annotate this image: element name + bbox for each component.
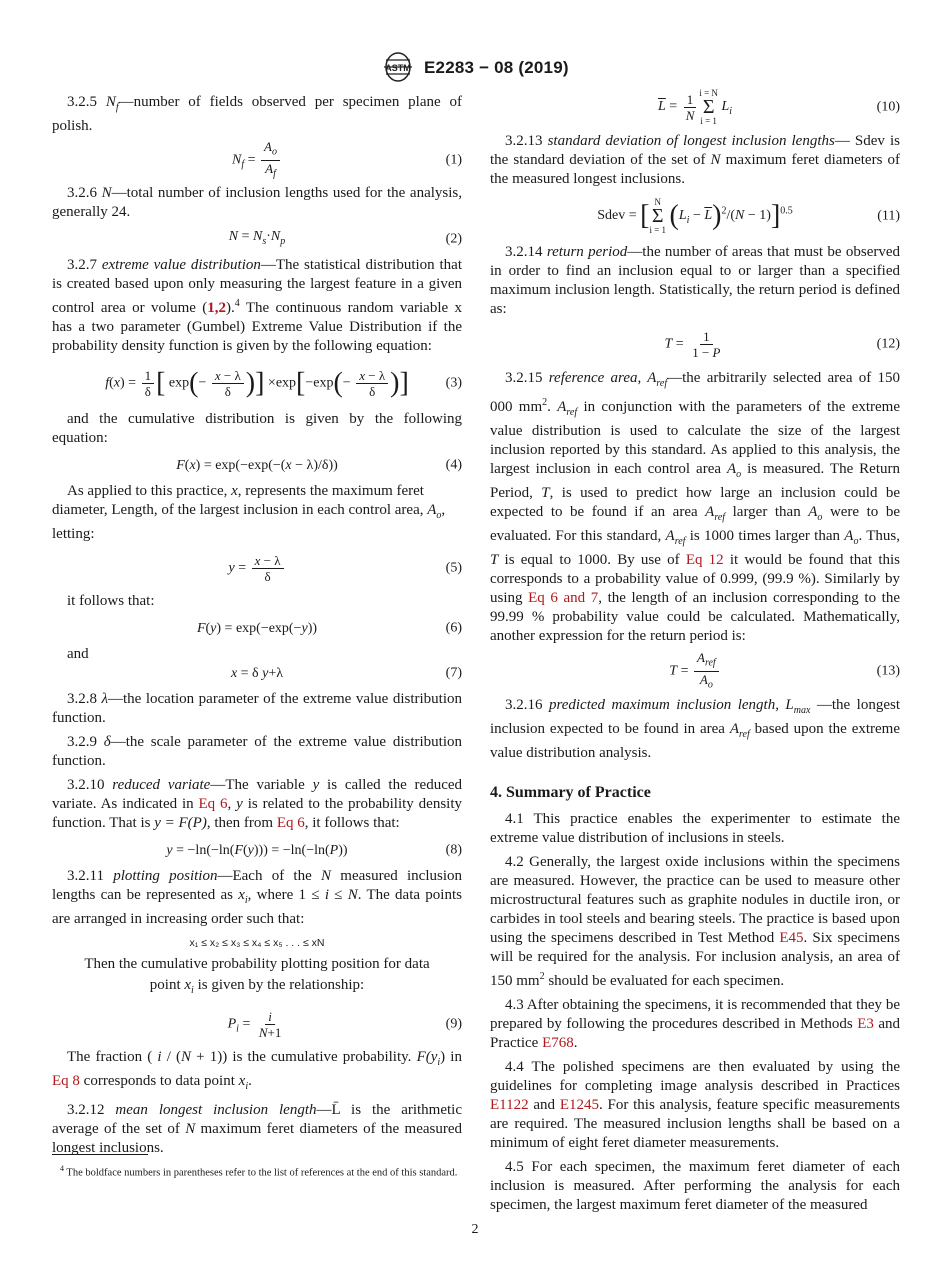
eq-12-link[interactable]: Eq 12	[685, 552, 724, 568]
para-3-2-7: 3.2.7 extreme value distribution—The statistical distribution that is created based upon only measuring the largest feature in a given control area or volume (1,2).$^4$ The continuous random variable x has a two parameter (Gumbel) Extreme Value Distribution if the probability density function is given by the following equation:	[52, 257, 462, 354]
svg-text:ASTM: ASTM	[385, 63, 411, 73]
para-fraction: The fraction ( i / (N + 1)) is the cumulative probability. $F(y_i)$ in Eq 8 corresponds to data point $x_i$.	[52, 1049, 462, 1092]
para-3-2-15: 3.2.15 reference area, $A_{ref}—the$ arbitrarily selected area of 150 000 $mm^2$. $A_{ref}$ in conjunction with the parameters of the extreme value distribution is used to calculate the size of the largest inclusion reported by this standard. As applied to this analysis, the largest inclusion in each control area $A_o$ is measured. The Return Period, T, is used to predict how large an inclusion could be expected to be found if an area $A_{ref}$ larger than $A_o$ were to be evaluated. For this standard, $A_{ref}$ is 1000 times larger than $A_o$. Thus, T is equal to 1000. By use of Eq 12 it would be found that this corresponds to a probability value of 0.999, (99.9 %). Similarly by using Eq 6 and 7, the length of an inclusion corresponding to the 99.99 % probability value could be calculated. Mathematically, another expression for the return period is:	[490, 370, 901, 644]
equation-9: $P_i$ = $\frac{i}{N+1}$ (9)	[227, 1008, 462, 1040]
para-3-2-11: 3.2.11 plotting position—Each of the N measured inclusion lengths can be represented as $x_i$, where 1 ≤ i ≤ N. The data points are arranged in increasing order such that:	[52, 868, 462, 927]
para-then-line2: point $x_i$ is given by the relationship:	[149, 977, 365, 996]
para-3-2-5: 3.2.5 $N_f—number$ of fields observed per specimen plane of polish.	[52, 94, 462, 134]
e1122-link[interactable]: E1122	[490, 1097, 529, 1113]
e45-link[interactable]: E45	[779, 930, 804, 946]
page-number: 2	[471, 1222, 479, 1237]
equation-2: $N = N_s\cdot N_p$ (2)	[228, 229, 462, 247]
para-4-5: 4.5 For each specimen, the maximum feret diameter of each inclusion is measured. After performing the analysis for each specimen, the largest maximum feret diameter of the measured	[490, 1159, 900, 1213]
equation-5: y = $\frac{x - \lambda}{\delta}$ (5)	[228, 552, 462, 584]
section-heading-4: 4. Summary of Practice	[490, 784, 651, 801]
footnote-divider	[52, 1154, 148, 1155]
equation-12: T = $\frac{1}{1 - P}$ (12)	[664, 328, 900, 360]
e1245-link[interactable]: E1245	[559, 1097, 599, 1113]
para-3-2-9: 3.2.9 δ—the scale parameter of the extreme value distribution function.	[52, 734, 462, 769]
eq-8-link[interactable]: Eq 8	[52, 1073, 80, 1089]
footnote: $^4$ The boldface numbers in parentheses refer to the list of references at the end of this standard.	[60, 1164, 458, 1179]
para-3-2-13: 3.2.13 standard deviation of longest inclusion lengths— Sdev is the standard deviation of the set of N maximum feret diameters of the measured longest inclusions.	[490, 133, 901, 187]
equation-6: F(y) = exp(−exp(−y)) (6)	[196, 620, 462, 636]
para-3-2-16: 3.2.16 predicted maximum inclusion length, $L_{max}$ —the longest inclusion expected to be found in area $A_{ref}$ based upon the extreme value distribution analysis.	[490, 697, 900, 761]
para-follows: it follows that:	[67, 593, 155, 609]
right-column	[490, 88, 901, 1220]
para-3-2-10: 3.2.10 reduced variate—The variable y is called the reduced variate. As indicated in Eq 6, y is related to the probability density function. That is y = F(P), then from Eq 6, it follows that:	[52, 777, 463, 831]
eq-6-link[interactable]: Eq 6	[276, 815, 305, 831]
ordered-sequence: x₁ ≤ x₂ ≤ x₃ ≤ x₄ ≤ x₅ . . . ≤ xN	[189, 937, 325, 949]
left-column	[52, 93, 462, 1163]
equation-1: $N_f$ = $\frac{A_o}{A_f}$ (1)	[232, 138, 462, 180]
para-and: and	[67, 646, 89, 662]
equation-3: f(x) = $\frac{1}{\delta}$ [ exp(− $\frac{x - \lambda}{\delta}$ )] ×exp[−exp(− $\frac{x - \lambda}{\delta}$ )] (3)	[105, 367, 462, 399]
e3-link[interactable]: E3	[857, 1016, 874, 1032]
equation-13: T = $\frac{A_{ref}}{A_o}$ (13)	[669, 649, 900, 691]
para-4-4: 4.4 The polished specimens are then evaluated by using the guidelines for completing image analysis described in Practices E1122 and E1245. For this analysis, feature specific measurements are required. The measured inclusion lengths shall be based on a minimum of eight feret diameter measurements.	[490, 1059, 900, 1151]
para-4-2: 4.2 Generally, the largest oxide inclusions within the specimens are measured. However, the practice can be used to measure other microstructural features such as graphite nodules in ductile iron, or carbides in tool steels and bearing steels. The practice is based upon using the specimens described in Test Method E45. Six specimens will be required for the analysis. For inclusion analysis, an area of 150 $mm^2$ should be evaluated for each specimen.	[490, 854, 901, 989]
para-3-2-8: 3.2.8 λ—the location parameter of the extreme value distribution function.	[52, 691, 462, 726]
equation-7: x = δ y+λ (7)	[230, 665, 462, 681]
para-4-1: 4.1 This practice enables the experimenter to estimate the extreme value distribution of inclusions in steels.	[490, 811, 900, 846]
eq-6-and-7-link[interactable]: Eq 6 and 7	[528, 590, 599, 606]
equation-11: Sdev = [ N Σ i = 1 $(L_i - \overline{L})^2/(N - 1)]^{0.5}$ (11)	[597, 197, 900, 235]
eq-6-link[interactable]: Eq 6	[198, 796, 228, 812]
standard-designation: E2283 − 08 (2019)	[424, 58, 569, 77]
para-then-line1: Then the cumulative probability plotting position for data	[84, 956, 430, 972]
reference-link[interactable]: 1,2	[207, 300, 227, 316]
equation-4: F(x) = exp(−exp(−(x − λ)/δ)) (4)	[176, 457, 462, 473]
para-3-2-6: 3.2.6 N—total number of inclusion lengths used for the analysis, generally 24.	[52, 185, 462, 220]
para-applied: As applied to this practice, x, represents the maximum feret diameter, Length, of the largest inclusion in each control area, $A_o$, letting:	[52, 483, 446, 542]
para-3-2-14: 3.2.14 return period—the number of areas that must be observed in order to find an inclusion equal to or larger than a specified maximum inclusion length. Statistically, the return period is defined as:	[490, 244, 901, 317]
e768-link[interactable]: E768	[542, 1035, 574, 1051]
para-4-3: 4.3 After obtaining the specimens, it is recommended that they be prepared by following the procedures described in Methods E3 and Practice E768.	[490, 997, 900, 1051]
equation-10: $\overline{L}$ = $\frac{1}{N}$ i = N Σ i = 1 $L_i$ (10)	[657, 88, 900, 126]
astm-logo-icon	[381, 51, 415, 83]
para-cdf: and the cumulative distribution is given by the following equation:	[52, 411, 462, 446]
equation-8: y = −ln(−ln(F(y))) = −ln(−ln(P)) (8)	[166, 842, 462, 858]
para-3-2-12: 3.2.12 mean longest inclusion length—L̄ is the arithmetic average of the set of N maximum feret diameters of the measured longest inclusions.	[52, 1102, 463, 1156]
